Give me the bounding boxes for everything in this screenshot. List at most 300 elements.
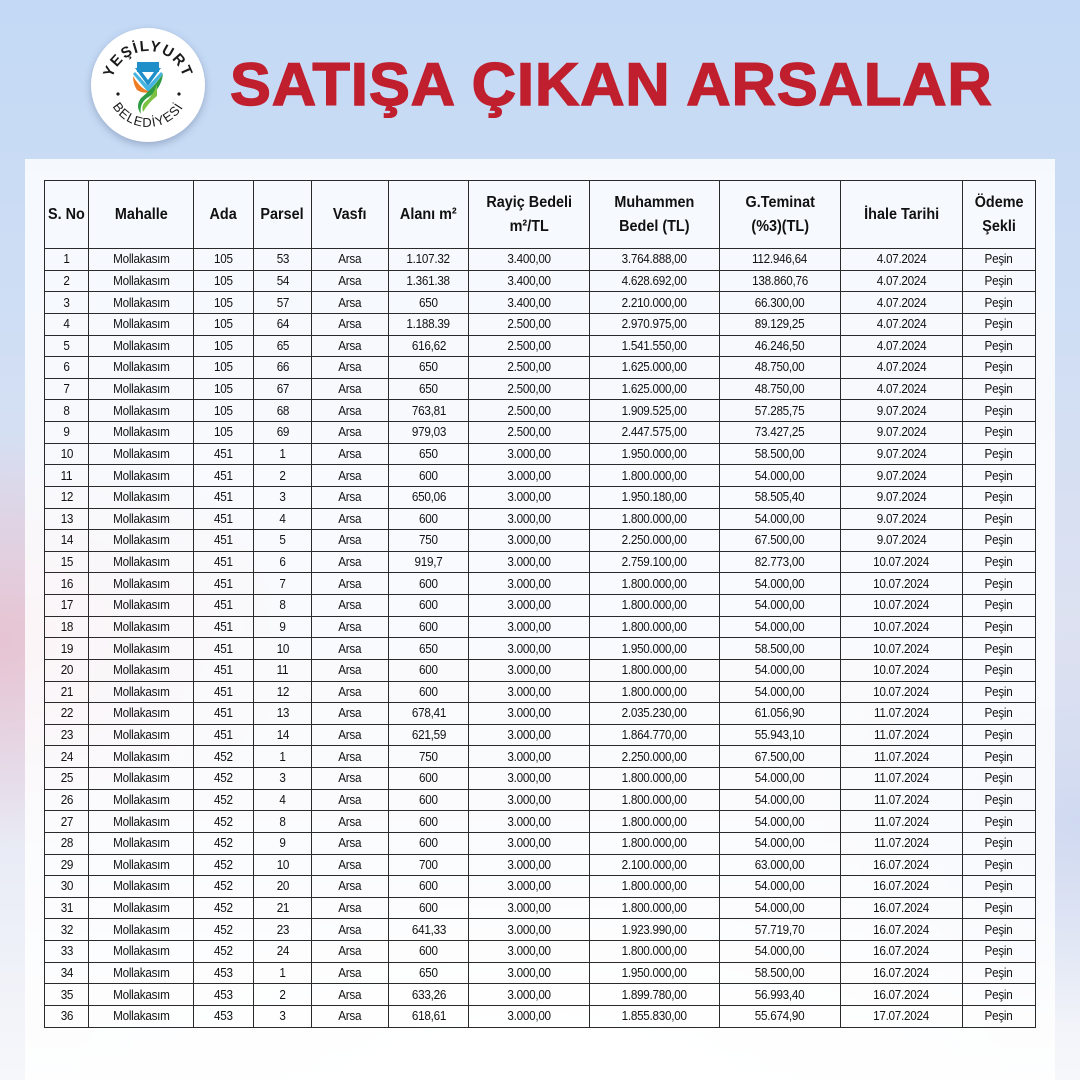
cell-value: 17 <box>60 597 73 613</box>
table-row <box>45 422 1036 444</box>
cell-rayic <box>469 422 590 444</box>
cell-teminat <box>720 962 841 984</box>
cell-value: 9.07.2024 <box>876 467 927 483</box>
cell-mahalle <box>89 941 194 963</box>
cell-mahalle <box>89 832 194 854</box>
cell-no <box>45 681 89 703</box>
cell-value: Mollakasım <box>112 856 170 872</box>
cell-vasfi <box>312 789 389 811</box>
cell-parsel <box>254 768 312 790</box>
cell-value: 67.500,00 <box>755 532 805 548</box>
cell-ada <box>194 832 254 854</box>
cell-alan <box>389 616 469 638</box>
cell-value: 452 <box>214 856 233 872</box>
table-row <box>45 595 1036 617</box>
cell-rayic <box>469 530 590 552</box>
cell-parsel <box>254 335 312 357</box>
cell-value: 10 <box>276 640 289 656</box>
cell-value: 3.000,00 <box>507 835 551 851</box>
cell-vasfi <box>312 962 389 984</box>
column-header-ada <box>194 181 254 249</box>
cell-parsel <box>254 941 312 963</box>
cell-odeme <box>963 638 1036 660</box>
cell-value: 3.000,00 <box>507 618 551 634</box>
cell-value: Arsa <box>338 445 362 461</box>
cell-value: 16.07.2024 <box>873 878 930 894</box>
cell-value: 56.993,40 <box>755 986 805 1002</box>
cell-no <box>45 292 89 314</box>
cell-mahalle <box>89 703 194 725</box>
cell-muhammen <box>590 443 720 465</box>
cell-value: Mollakasım <box>112 554 170 570</box>
column-header-label: Ada <box>209 205 238 223</box>
cell-value: 65 <box>276 337 289 353</box>
cell-no <box>45 1005 89 1027</box>
cell-muhammen <box>590 724 720 746</box>
cell-ada <box>194 313 254 335</box>
cell-value: 3.000,00 <box>507 683 551 699</box>
cell-vasfi <box>312 595 389 617</box>
cell-odeme <box>963 313 1036 335</box>
cell-tarih <box>841 768 963 790</box>
cell-value: 10.07.2024 <box>873 662 930 678</box>
cell-parsel <box>254 897 312 919</box>
cell-value: 54.000,00 <box>755 510 805 526</box>
cell-rayic <box>469 789 590 811</box>
cell-rayic <box>469 832 590 854</box>
cell-value: 4 <box>63 316 70 332</box>
table-row <box>45 378 1036 400</box>
cell-ada <box>194 249 254 271</box>
cell-value: 600 <box>419 791 438 807</box>
cell-value: Peşin <box>985 662 1013 678</box>
cell-teminat <box>720 400 841 422</box>
cell-alan <box>389 941 469 963</box>
cell-teminat <box>720 270 841 292</box>
cell-value: Mollakasım <box>112 1008 170 1024</box>
cell-muhammen <box>590 292 720 314</box>
cell-value: 16.07.2024 <box>873 856 930 872</box>
cell-value: 452 <box>214 813 233 829</box>
cell-muhammen <box>590 595 720 617</box>
cell-alan <box>389 313 469 335</box>
cell-value: 9.07.2024 <box>876 402 927 418</box>
cell-value: 1.950.000,00 <box>621 445 688 461</box>
cell-value: Arsa <box>338 467 362 483</box>
cell-alan <box>389 768 469 790</box>
cell-value: 2.970.975,00 <box>621 316 688 332</box>
cell-value: 9.07.2024 <box>876 510 927 526</box>
cell-value: 650 <box>419 381 438 397</box>
cell-no <box>45 897 89 919</box>
cell-value: 1.800.000,00 <box>621 662 688 678</box>
cell-rayic <box>469 551 590 573</box>
cell-ada <box>194 941 254 963</box>
cell-value: 4.07.2024 <box>876 359 927 375</box>
cell-value: 9.07.2024 <box>876 445 927 461</box>
table-row <box>45 897 1036 919</box>
cell-teminat <box>720 941 841 963</box>
cell-value: 16.07.2024 <box>873 921 930 937</box>
cell-mahalle <box>89 465 194 487</box>
cell-value: 9.07.2024 <box>876 489 927 505</box>
cell-value: 1.107.32 <box>406 251 451 267</box>
cell-vasfi <box>312 746 389 768</box>
cell-ada <box>194 703 254 725</box>
cell-value: Arsa <box>338 705 362 721</box>
cell-value: 54.000,00 <box>755 878 805 894</box>
cell-vasfi <box>312 768 389 790</box>
cell-value: 55.943,10 <box>755 727 805 743</box>
cell-teminat <box>720 897 841 919</box>
cell-parsel <box>254 400 312 422</box>
cell-value: 66 <box>276 359 289 375</box>
cell-value: Peşin <box>985 272 1013 288</box>
table-row <box>45 789 1036 811</box>
cell-alan <box>389 962 469 984</box>
cell-value: Mollakasım <box>112 640 170 656</box>
cell-mahalle <box>89 638 194 660</box>
cell-value: 452 <box>214 900 233 916</box>
cell-value: Peşin <box>985 618 1013 634</box>
cell-odeme <box>963 703 1036 725</box>
cell-value: Mollakasım <box>112 943 170 959</box>
cell-value: 1.800.000,00 <box>621 597 688 613</box>
cell-value: Mollakasım <box>112 381 170 397</box>
cell-rayic <box>469 811 590 833</box>
cell-value: 9 <box>279 835 286 851</box>
cell-teminat <box>720 422 841 444</box>
cell-ada <box>194 270 254 292</box>
cell-value: 600 <box>419 900 438 916</box>
cell-value: 1.899.780,00 <box>621 986 688 1002</box>
cell-vasfi <box>312 508 389 530</box>
cell-value: 58.500,00 <box>755 445 805 461</box>
cell-value: 3.000,00 <box>507 597 551 613</box>
cell-value: 69 <box>276 424 289 440</box>
cell-value: 750 <box>419 748 438 764</box>
cell-alan <box>389 573 469 595</box>
cell-parsel <box>254 681 312 703</box>
cell-teminat <box>720 789 841 811</box>
cell-value: 451 <box>214 727 233 743</box>
cell-value: 22 <box>60 705 73 721</box>
cell-value: 25 <box>60 770 73 786</box>
cell-no <box>45 703 89 725</box>
cell-tarih <box>841 335 963 357</box>
cell-value: Arsa <box>338 986 362 1002</box>
cell-mahalle <box>89 811 194 833</box>
cell-ada <box>194 919 254 941</box>
cell-rayic <box>469 703 590 725</box>
cell-value: 17.07.2024 <box>873 1008 930 1024</box>
cell-muhammen <box>590 789 720 811</box>
cell-teminat <box>720 811 841 833</box>
cell-value: 14 <box>60 532 73 548</box>
cell-value: 452 <box>214 943 233 959</box>
cell-teminat <box>720 443 841 465</box>
cell-value: Arsa <box>338 921 362 937</box>
cell-mahalle <box>89 508 194 530</box>
column-header-mahalle <box>89 181 194 249</box>
cell-ada <box>194 659 254 681</box>
cell-alan <box>389 465 469 487</box>
cell-value: 2.250.000,00 <box>621 532 688 548</box>
cell-muhammen <box>590 551 720 573</box>
cell-no <box>45 768 89 790</box>
cell-value: 451 <box>214 640 233 656</box>
cell-value: 650 <box>419 640 438 656</box>
cell-vasfi <box>312 854 389 876</box>
cell-value: 3.000,00 <box>507 813 551 829</box>
cell-parsel <box>254 530 312 552</box>
cell-muhammen <box>590 876 720 898</box>
cell-rayic <box>469 897 590 919</box>
cell-value: Mollakasım <box>112 748 170 764</box>
table-row <box>45 573 1036 595</box>
logo-top-text: YEŞİLYURT <box>100 37 196 80</box>
cell-rayic <box>469 378 590 400</box>
column-header-label: İhale Tarihi <box>864 205 939 223</box>
cell-value: 3.000,00 <box>507 986 551 1002</box>
table-row <box>45 941 1036 963</box>
cell-vasfi <box>312 832 389 854</box>
cell-value: Peşin <box>985 813 1013 829</box>
cell-muhammen <box>590 768 720 790</box>
cell-teminat <box>720 551 841 573</box>
cell-vasfi <box>312 551 389 573</box>
cell-parsel <box>254 919 312 941</box>
cell-value: 112.946,64 <box>752 251 808 267</box>
cell-value: 10.07.2024 <box>873 554 930 570</box>
cell-value: 600 <box>419 618 438 634</box>
cell-value: 1.950.180,00 <box>621 489 688 505</box>
cell-value: 2.500,00 <box>507 359 551 375</box>
cell-value: 4.628.692,00 <box>621 272 688 288</box>
cell-parsel <box>254 313 312 335</box>
cell-parsel <box>254 984 312 1006</box>
cell-rayic <box>469 962 590 984</box>
table-row <box>45 313 1036 335</box>
cell-mahalle <box>89 876 194 898</box>
cell-value: 11.07.2024 <box>873 835 929 851</box>
cell-value: 3.000,00 <box>507 532 551 548</box>
cell-odeme <box>963 357 1036 379</box>
cell-rayic <box>469 357 590 379</box>
cell-value: 750 <box>419 532 438 548</box>
cell-value: 46.246,50 <box>755 337 805 353</box>
cell-ada <box>194 984 254 1006</box>
cell-rayic <box>469 292 590 314</box>
cell-value: 9.07.2024 <box>876 532 927 548</box>
cell-odeme <box>963 530 1036 552</box>
cell-value: Mollakasım <box>112 878 170 894</box>
cell-value: 11.07.2024 <box>873 770 929 786</box>
cell-value: 3.000,00 <box>507 1008 551 1024</box>
cell-odeme <box>963 681 1036 703</box>
cell-value: Peşin <box>985 964 1013 980</box>
cell-value: Arsa <box>338 618 362 634</box>
cell-value: 3 <box>63 294 70 310</box>
cell-teminat <box>720 984 841 1006</box>
cell-alan <box>389 400 469 422</box>
cell-value: Arsa <box>338 856 362 872</box>
cell-no <box>45 659 89 681</box>
cell-odeme <box>963 551 1036 573</box>
cell-value: Arsa <box>338 748 362 764</box>
cell-teminat <box>720 616 841 638</box>
cell-value: Peşin <box>985 467 1013 483</box>
cell-value: 600 <box>419 510 438 526</box>
cell-rayic <box>469 638 590 660</box>
cell-teminat <box>720 854 841 876</box>
cell-muhammen <box>590 941 720 963</box>
cell-no <box>45 335 89 357</box>
cell-value: 23 <box>276 921 289 937</box>
cell-value: Peşin <box>985 445 1013 461</box>
cell-value: Peşin <box>985 770 1013 786</box>
cell-value: 11.07.2024 <box>873 813 929 829</box>
cell-value: 9 <box>279 618 286 634</box>
cell-value: 27 <box>60 813 73 829</box>
table-row <box>45 919 1036 941</box>
cell-value: 54.000,00 <box>755 813 805 829</box>
column-header-label: Parsel <box>260 205 305 223</box>
cell-muhammen <box>590 313 720 335</box>
cell-value: 641,33 <box>411 921 446 937</box>
cell-value: 1.923.990,00 <box>621 921 688 937</box>
cell-ada <box>194 292 254 314</box>
cell-no <box>45 789 89 811</box>
cell-alan <box>389 746 469 768</box>
cell-value: 2.100.000,00 <box>621 856 688 872</box>
cell-value: 451 <box>214 683 233 699</box>
cell-value: 4.07.2024 <box>876 294 927 310</box>
cell-odeme <box>963 616 1036 638</box>
cell-parsel <box>254 789 312 811</box>
cell-alan <box>389 919 469 941</box>
cell-no <box>45 249 89 271</box>
cell-alan <box>389 335 469 357</box>
cell-value: 3.000,00 <box>507 770 551 786</box>
cell-value: 14 <box>276 727 289 743</box>
cell-value: 4 <box>279 791 286 807</box>
cell-alan <box>389 292 469 314</box>
cell-mahalle <box>89 746 194 768</box>
cell-alan <box>389 486 469 508</box>
cell-rayic <box>469 465 590 487</box>
cell-parsel <box>254 378 312 400</box>
cell-value: 54.000,00 <box>755 791 805 807</box>
cell-muhammen <box>590 681 720 703</box>
cell-value: 1.800.000,00 <box>621 683 688 699</box>
cell-value: 11 <box>60 467 73 483</box>
cell-value: 32 <box>60 921 73 937</box>
cell-value: 12 <box>276 683 289 699</box>
cell-value: Peşin <box>985 921 1013 937</box>
cell-value: 919,7 <box>414 554 443 570</box>
cell-value: 3 <box>279 1008 286 1024</box>
cell-value: Peşin <box>985 727 1013 743</box>
cell-value: 1.800.000,00 <box>621 943 688 959</box>
cell-teminat <box>720 595 841 617</box>
cell-value: 36 <box>60 1008 73 1024</box>
cell-alan <box>389 378 469 400</box>
cell-odeme <box>963 897 1036 919</box>
cell-value: Arsa <box>338 554 362 570</box>
cell-value: 67 <box>276 381 289 397</box>
cell-value: 2.500,00 <box>507 402 551 418</box>
cell-tarih <box>841 984 963 1006</box>
cell-rayic <box>469 746 590 768</box>
cell-no <box>45 984 89 1006</box>
cell-value: 451 <box>214 554 233 570</box>
cell-muhammen <box>590 984 720 1006</box>
cell-no <box>45 465 89 487</box>
table-body <box>45 249 1036 1028</box>
cell-value: 3.000,00 <box>507 943 551 959</box>
cell-value: 68 <box>276 402 289 418</box>
cell-value: Peşin <box>985 835 1013 851</box>
table-row <box>45 486 1036 508</box>
cell-value: 12 <box>60 489 73 505</box>
cell-muhammen <box>590 746 720 768</box>
cell-teminat <box>720 313 841 335</box>
cell-alan <box>389 638 469 660</box>
cell-value: Arsa <box>338 900 362 916</box>
cell-value: 4.07.2024 <box>876 251 927 267</box>
column-header-vasfi <box>312 181 389 249</box>
cell-ada <box>194 378 254 400</box>
cell-alan <box>389 984 469 1006</box>
cell-rayic <box>469 1005 590 1027</box>
column-header-label: Vasfı <box>333 205 367 223</box>
cell-value: 452 <box>214 921 233 937</box>
cell-alan <box>389 551 469 573</box>
cell-tarih <box>841 876 963 898</box>
cell-value: Arsa <box>338 964 362 980</box>
cell-value: 3 <box>279 770 286 786</box>
cell-value: 452 <box>214 770 233 786</box>
cell-value: Arsa <box>338 337 362 353</box>
cell-odeme <box>963 270 1036 292</box>
cell-value: Mollakasım <box>112 402 170 418</box>
cell-value: 650 <box>419 359 438 375</box>
cell-value: 600 <box>419 770 438 786</box>
table-row <box>45 530 1036 552</box>
cell-value: 55.674,90 <box>755 1008 805 1024</box>
cell-value: 16.07.2024 <box>873 900 930 916</box>
cell-teminat <box>720 378 841 400</box>
cell-value: 24 <box>60 748 73 764</box>
cell-parsel <box>254 249 312 271</box>
cell-muhammen <box>590 378 720 400</box>
cell-tarih <box>841 573 963 595</box>
cell-tarih <box>841 551 963 573</box>
table-row <box>45 703 1036 725</box>
cell-value: 35 <box>60 986 73 1002</box>
cell-value: Mollakasım <box>112 424 170 440</box>
cell-odeme <box>963 746 1036 768</box>
cell-value: 3.000,00 <box>507 489 551 505</box>
cell-value: 2.500,00 <box>507 424 551 440</box>
table-row <box>45 811 1036 833</box>
cell-teminat <box>720 876 841 898</box>
cell-odeme <box>963 724 1036 746</box>
cell-value: 4 <box>279 510 286 526</box>
cell-parsel <box>254 357 312 379</box>
cell-value: 2.500,00 <box>507 337 551 353</box>
